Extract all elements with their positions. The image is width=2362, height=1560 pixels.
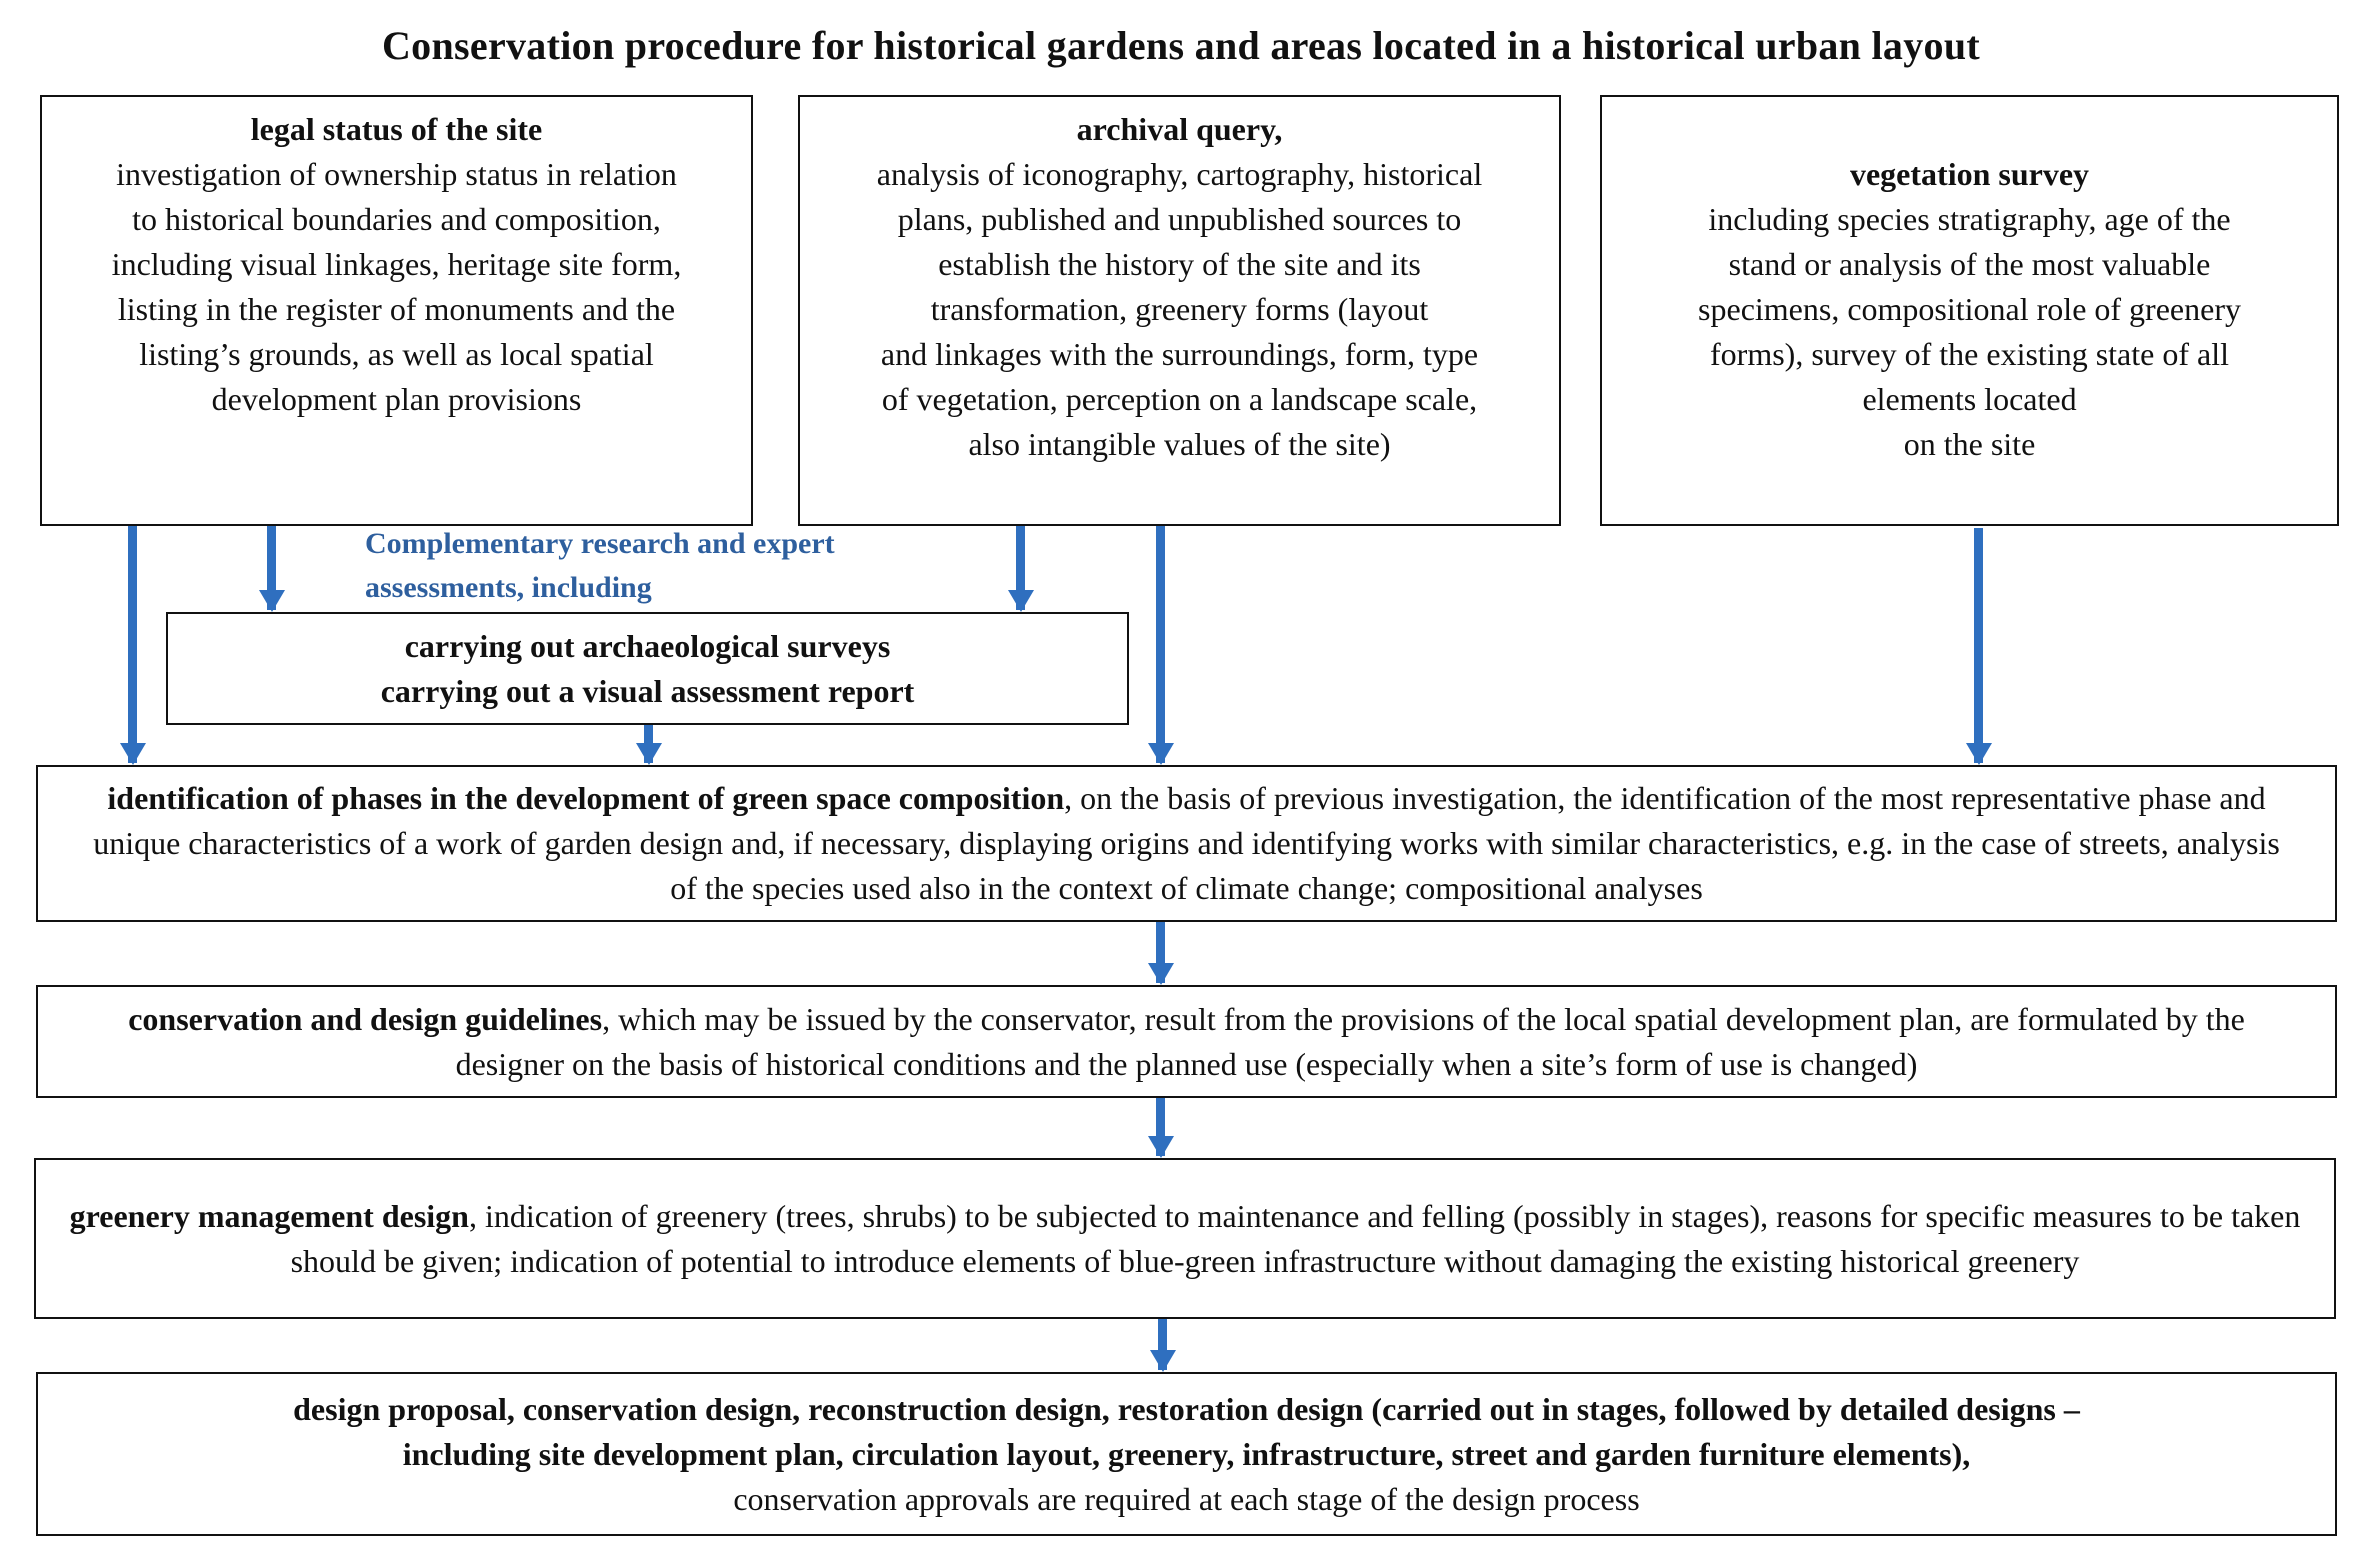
legal-status-line: listing’s grounds, as well as local spatial — [139, 336, 654, 372]
complementary-label-line: assessments, including — [365, 571, 652, 604]
guidelines-text: , which may be issued by the conservator, result from the provisions of the local spatial development plan, are formulated by the designer on the basis of historical conditions and the planned use (especially when a site’s form of use is changed) — [455, 1000, 2245, 1082]
legal-status-line: to historical boundaries and composition, — [132, 201, 661, 237]
phases-heading: identification of phases in the development of green space composition — [107, 780, 1065, 816]
arrow-down-icon — [1974, 528, 1983, 763]
vegetation-survey-line: on the site — [1903, 426, 2036, 462]
legal-status-heading: legal status of the site — [250, 111, 543, 147]
design-guidelines-box — [36, 985, 2337, 1098]
design-proposal-box — [36, 1372, 2337, 1536]
greenery-management-box — [34, 1158, 2336, 1319]
vegetation-survey-line: stand or analysis of the most valuable — [1728, 246, 2211, 282]
vegetation-survey-line: specimens, compositional role of greenery — [1698, 291, 2241, 327]
arrow-down-icon — [267, 526, 276, 610]
arrow-down-icon — [1156, 526, 1165, 763]
archival-query-line: plans, published and unpublished sources to — [897, 201, 1462, 237]
design-proposal-line: including site development plan, circulation layout, greenery, infrastructure, street and garden furniture elements), — [402, 1435, 1971, 1472]
archival-query-heading: archival query, — [1076, 111, 1283, 147]
diagram-title: Conservation procedure for historical gardens and areas located in a historical urban layout — [382, 23, 1980, 68]
archival-query-line: of vegetation, perception on a landscape scale, — [881, 381, 1478, 417]
archival-query-line: and linkages with the surroundings, form, type — [880, 336, 1479, 372]
visual-assessment-line: carrying out a visual assessment report — [380, 672, 915, 709]
archival-query-box — [798, 95, 1561, 526]
legal-status-line: including visual linkages, heritage site form, — [111, 246, 682, 282]
greenery-heading: greenery management design — [69, 1197, 469, 1234]
archaeological-surveys-line: carrying out archaeological surveys — [404, 627, 891, 664]
vegetation-survey-heading: vegetation survey — [1849, 156, 2090, 192]
legal-status-line: listing in the register of monuments and the — [117, 291, 676, 327]
arrow-down-icon — [1156, 1098, 1165, 1156]
arrow-down-icon — [644, 725, 653, 763]
design-proposal-line: design proposal, conservation design, reconstruction design, restoration design (carried out in stages, followed by detailed designs – — [293, 1390, 2080, 1427]
complementary-label-line: Complementary research and expert — [365, 527, 835, 560]
archaeological-visual-box — [166, 612, 1129, 725]
archival-query-line: also intangible values of the site) — [968, 426, 1391, 462]
vegetation-survey-line: including species stratigraphy, age of the — [1708, 201, 2231, 237]
complementary-research-label — [365, 522, 835, 610]
archival-query-line: establish the history of the site and its — [938, 246, 1421, 282]
legal-status-box — [40, 95, 753, 526]
phases-text: , on the basis of previous investigation, the identification of the most representative phase and unique characteristics of a work of garden design and, if necessary, displaying origins and identifying works with similar characteristics, e.g. in the case of streets, analysis of the species used also in the context of climate change; compositional analyses — [93, 780, 2280, 906]
legal-status-line: development plan provisions — [211, 381, 582, 417]
arrow-down-icon — [1016, 526, 1025, 610]
archival-query-line: transformation, greenery forms (layout — [930, 291, 1429, 327]
legal-status-line: investigation of ownership status in relation — [116, 156, 677, 192]
arrow-down-icon — [1156, 922, 1165, 983]
vegetation-survey-line: forms), survey of the existing state of all — [1710, 336, 2229, 372]
vegetation-survey-box — [1600, 95, 2339, 526]
arrow-down-icon — [1158, 1319, 1167, 1370]
guidelines-heading: conservation and design guidelines — [128, 1000, 603, 1037]
phases-identification-box — [36, 765, 2337, 922]
vegetation-survey-line: elements located — [1862, 381, 2077, 417]
arrow-down-icon — [128, 526, 137, 763]
greenery-text: , indication of greenery (trees, shrubs) to be subjected to maintenance and felling (possibly in stages), reasons for specific measures to be taken should be given; indication of potential to introduce elements of blue-green infrastructure without damaging the existing historical greenery — [290, 1197, 2301, 1279]
archival-query-line: analysis of iconography, cartography, historical — [876, 156, 1483, 192]
conservation-approvals-line: conservation approvals are required at each stage of the design process — [733, 1480, 1640, 1517]
